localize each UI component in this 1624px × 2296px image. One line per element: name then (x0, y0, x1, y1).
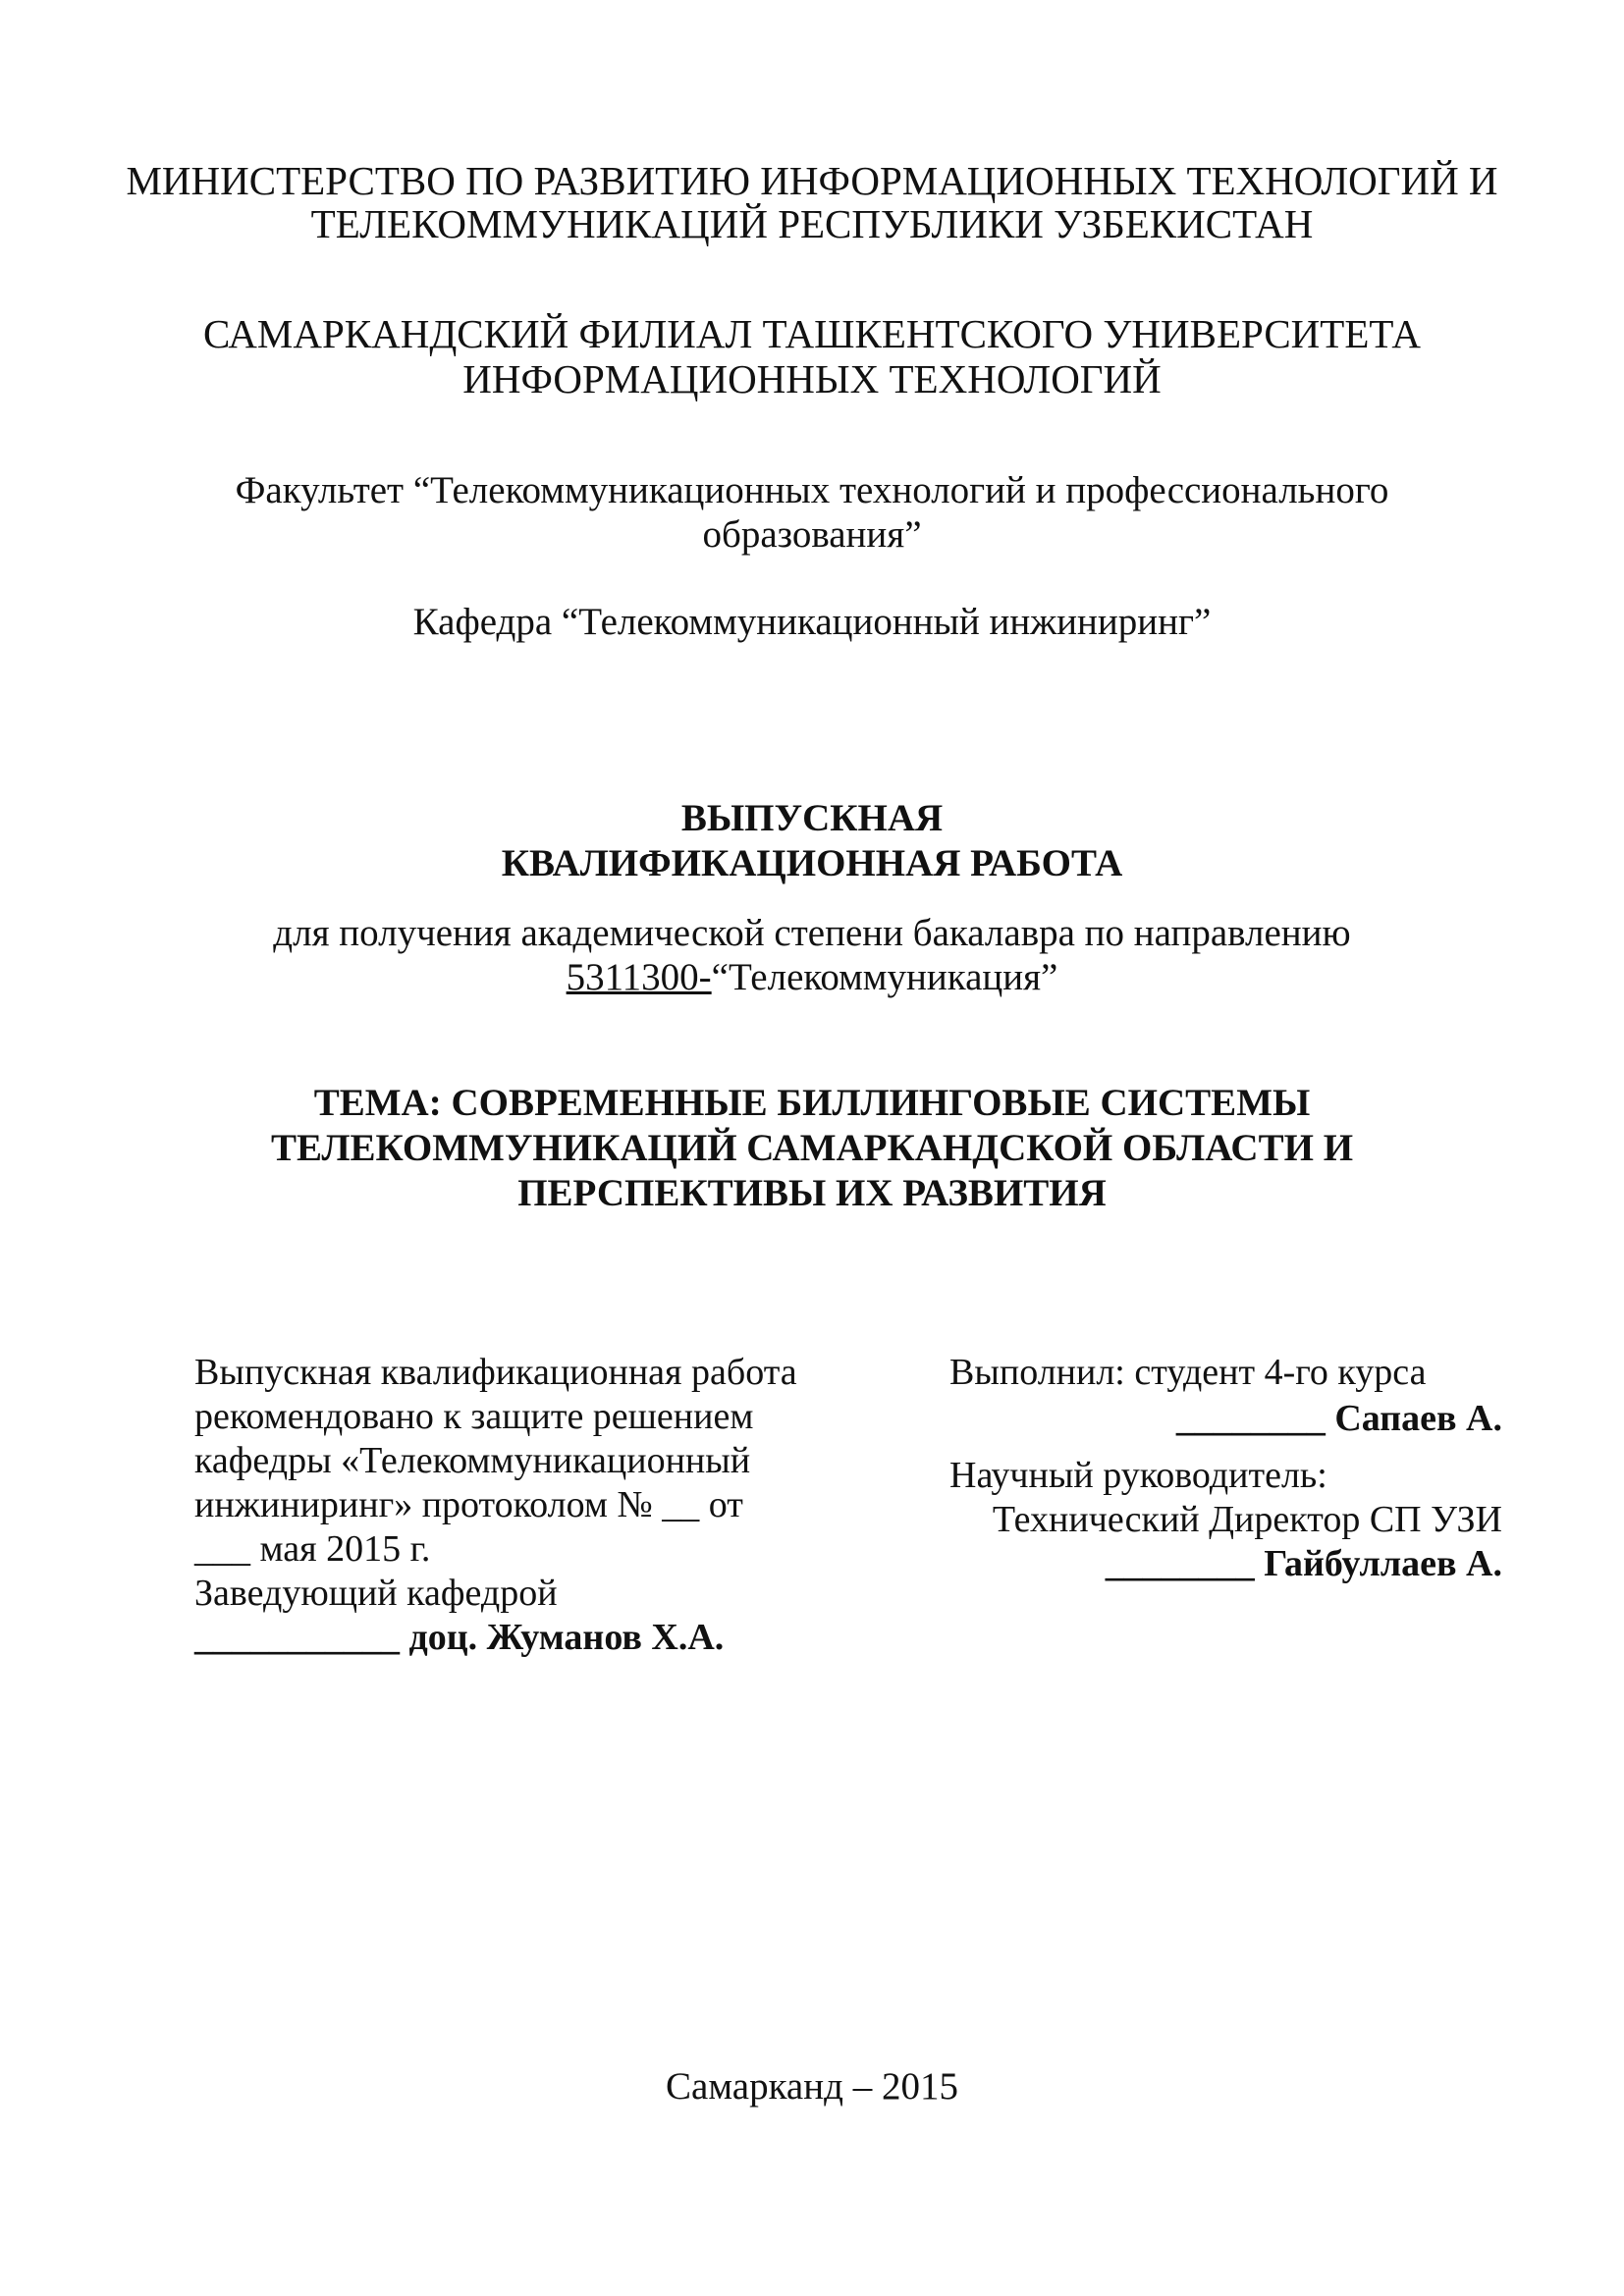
supervisor-name: Гайбуллаев А. (1264, 1543, 1502, 1584)
faculty-line-2: образования” (702, 513, 922, 556)
branch-line-1: САМАРКАНДСКИЙ ФИЛИАЛ ТАШКЕНТСКОГО УНИВЕРСИТЕТА (203, 311, 1421, 356)
branch-line-2: ИНФОРМАЦИОННЫХ ТЕХНОЛОГИЙ (462, 356, 1162, 401)
ministry-line-2: ТЕЛЕКОММУНИКАЦИЙ РЕСПУБЛИКИ УЗБЕКИСТАН (310, 201, 1314, 246)
direction-name: “Телекоммуникация” (711, 956, 1058, 998)
student-label: Выполнил: студент 4-го курса (949, 1352, 1427, 1393)
degree-purpose: для получения академической степени бакалавра по направлению (273, 912, 1351, 954)
head-of-department-name: доц. Жуманов Х.А. (408, 1617, 725, 1658)
work-title-line-1: ВЫПУСКНАЯ (680, 797, 944, 839)
department-name: Кафедра “Телекоммуникационный инжиниринг” (412, 601, 1212, 643)
city-year: Самарканд – 2015 (666, 2065, 958, 2108)
student-signature-blank: ________ (1175, 1398, 1326, 1439)
topic-line-2: ТЕЛЕКОММУНИКАЦИЙ САМАРКАНДСКОЙ ОБЛАСТИ И (270, 1127, 1354, 1169)
direction-code: 5311300- (566, 956, 712, 998)
approval-line-2: рекомендовано к защите решением (194, 1396, 754, 1437)
approval-line-1: Выпускная квалификационная работа (194, 1352, 797, 1393)
topic-line-1: ТЕМА: СОВРЕМЕННЫЕ БИЛЛИНГОВЫЕ СИСТЕМЫ (313, 1082, 1311, 1124)
ministry-line-1: МИНИСТЕРСТВО ПО РАЗВИТИЮ ИНФОРМАЦИОННЫХ ТЕХНОЛОГИЙ И (126, 158, 1498, 203)
performers-block (949, 1351, 1502, 1586)
approval-line-5: ___ мая 2015 г. (194, 1528, 431, 1570)
student-signature-line (949, 1397, 1502, 1441)
faculty-line-1: Факультет “Телекоммуникационных технологий и профессионального (235, 469, 1389, 511)
supervisor-position: Технический Директор СП УЗИ (992, 1499, 1502, 1540)
topic-line-3: ПЕРСПЕКТИВЫ ИХ РАЗВИТИЯ (517, 1172, 1107, 1214)
supervisor-signature-blank: ________ (1105, 1543, 1255, 1584)
supervisor-label: Научный руководитель: (949, 1455, 1327, 1496)
student-name: Сапаев А. (1334, 1398, 1502, 1439)
head-signature-line (194, 1616, 797, 1660)
approval-line-6: Заведующий кафедрой (194, 1573, 558, 1614)
supervisor-signature-line (949, 1542, 1502, 1586)
approval-line-4: инжиниринг» протоколом № __ от (194, 1484, 743, 1525)
work-title-line-2: КВАЛИФИКАЦИОННАЯ РАБОТА (501, 842, 1123, 884)
approval-block (194, 1351, 797, 1660)
approval-line-3: кафедры «Телекоммуникационный (194, 1440, 751, 1481)
head-signature-blank: ___________ (194, 1617, 400, 1658)
degree-direction (0, 955, 1624, 999)
